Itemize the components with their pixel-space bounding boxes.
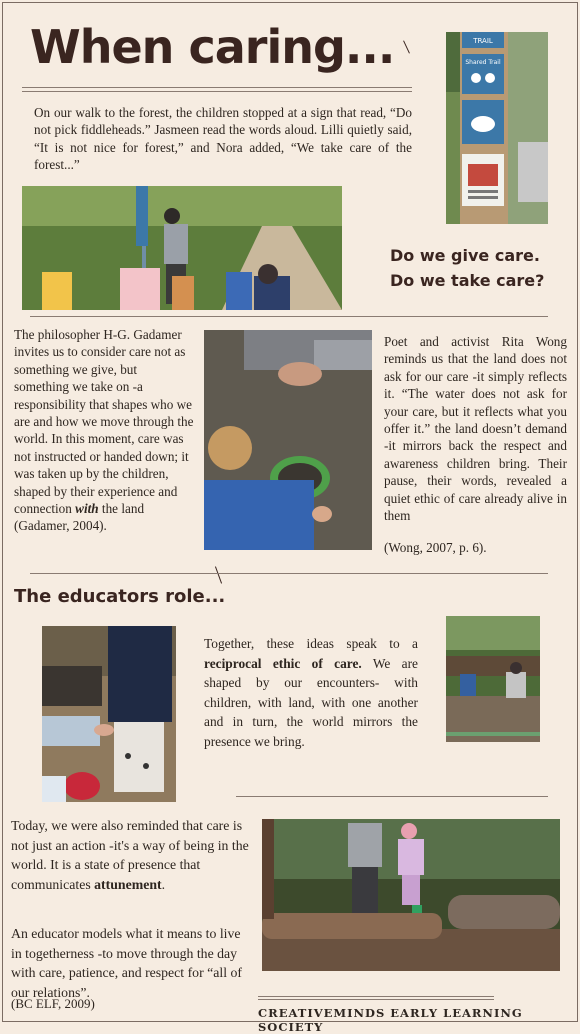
footer-rule-1 bbox=[258, 996, 494, 997]
wong-paragraph: Poet and activist Rita Wong reminds us that the land does not ask for our care -it simply reflects it. “The water does not ask for your care, but it reflects what you offer it.” the land doesn’t demand -it mirrors back the respect and awareness children bring. Their pause, their words, revealed a quiet ethic of care already alive in them bbox=[384, 334, 567, 524]
model-paragraph: An educator models what it means to live in togetherness -to move through the day with care, patience, and respect for “all of our relations”. bbox=[11, 926, 242, 1000]
model-citation: (BC ELF, 2009) bbox=[11, 996, 95, 1011]
title-rule bbox=[22, 87, 412, 88]
footer-rule-2 bbox=[258, 999, 494, 1000]
children-at-sign-photo bbox=[22, 186, 342, 310]
reciprocal-emphasis: reciprocal ethic of care. bbox=[204, 655, 362, 671]
page-title: When caring... bbox=[30, 20, 395, 74]
forest-gathering-photo bbox=[446, 616, 540, 742]
trail-sign-photo bbox=[446, 32, 548, 224]
reciprocal-paragraph bbox=[204, 634, 418, 751]
child-with-bucket-photo bbox=[204, 330, 372, 550]
sign-top-label: TRAIL bbox=[473, 37, 493, 45]
title-rule-2 bbox=[22, 91, 412, 92]
reciprocal-lead: Together, these ideas speak to a bbox=[204, 636, 418, 651]
gadamer-tail: the land (Gadamer, 2004). bbox=[14, 501, 145, 534]
sign-trail-label: Shared Trail bbox=[465, 59, 501, 66]
gadamer-paragraph bbox=[14, 326, 194, 535]
section-divider-2 bbox=[30, 573, 548, 574]
gadamer-emphasis: with bbox=[75, 501, 99, 517]
today-tail: . bbox=[161, 876, 166, 892]
question-give-care: Do we give care. bbox=[390, 246, 540, 265]
hands-holding-photo bbox=[42, 626, 176, 802]
gadamer-lead: The philosopher H-G. Gadamer invites us to consider care not as something we give, but something we take on -a responsibility that shapes who we are and how we move through the world. In this moment, care was not instructed or handed down; it was taken up by the children, shaped by their experience and connection bbox=[14, 327, 194, 517]
today-lead: Today, we were also reminded that care is not just an action -it's a way of being in the world. It is a state of presence that communicates bbox=[11, 818, 249, 892]
section-divider-3 bbox=[236, 796, 548, 797]
reciprocal-tail: We are shaped by our encounters- with children, with land, with one another and in turn, the world mirrors the presence we bring. bbox=[204, 655, 419, 749]
wong-citation: (Wong, 2007, p. 6). bbox=[384, 540, 487, 555]
today-paragraph bbox=[11, 816, 251, 894]
organization-name: CREATIVEMINDS EARLY LEARNING SOCIETY bbox=[258, 1006, 523, 1034]
log-balancing-photo bbox=[262, 819, 560, 971]
question-take-care: Do we take care? bbox=[390, 271, 545, 290]
today-emphasis: attunement bbox=[94, 876, 162, 892]
intro-paragraph: On our walk to the forest, the children stopped at a sign that read, “Do not pick fiddleheads.” Jasmeen read the words aloud. Lilli quietly said, “It is not nice for forest,” and Nora added, “We take care of the forest...” bbox=[34, 105, 412, 173]
educators-heading: The educators role... bbox=[14, 586, 226, 607]
section-divider-1 bbox=[30, 316, 548, 317]
